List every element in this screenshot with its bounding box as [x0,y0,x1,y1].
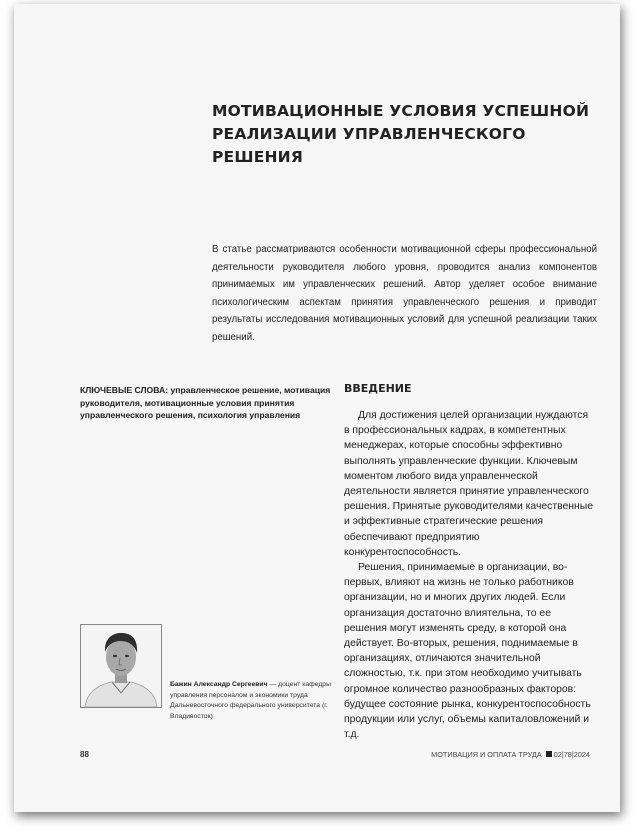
author-info [170,680,338,722]
journal-name: МОТИВАЦИЯ И ОПЛАТА ТРУДА [431,750,542,759]
issue-number: 02|78|2024 [553,750,590,759]
body-paragraph: Для достижения целей организации нуждаются в профессиональных кадрах, в компетентных менеджерах, которые способны эффективно выполнять управленческие функции. Ключевым моментом любого вида управленческой деятельности является принятие управленческого решения. Принятые руководителями качественные и эффективные стратегические решения обеспечивают предприятию конкурентоспособность. [344,410,594,558]
body-paragraph: Решения, принимаемые в организации, во-первых, влияют на жизнь не только работников организации, но и многих других людей. Если организация достаточно влиятельна, то ее решения могут изменять среду, в которой она действует. Во-вторых, решения, поднимаемые в организациях, отличаются значительной сложностью, т.к. при этом необходимо учитывать огромное количество разнообразных факторов: будущее состояние рынка, конкурентоспособность продукции или услуг, объемы капиталовложений и т.д. [344,562,591,741]
author-description: — доцент кафедры управления персоналом и экономики труда Дальневосточного федерального университета (г. Владивосток) [170,681,331,720]
article-abstract: В статье рассматриваются особенности мотивационной сферы профессиональной деятельности руководителя любого уровня, проводится анализ компонентов принимаемых им управленческих решений. Автор уделяет особое внимание психологическим аспектам принятия управленческого решения и приводит результаты исследования мотивационных условий для успешной реализации таких решений. [212,244,597,343]
separator-square-icon [546,751,552,757]
author-photo [80,624,162,708]
author-portrait-image [81,625,161,707]
section-heading-introduction: ВВЕДЕНИЕ [344,382,412,395]
author-name: Бажин Александр Сергеевич [170,681,268,688]
keywords-block [80,384,338,422]
running-footer [431,750,590,759]
journal-page [14,4,620,812]
page-number: 88 [80,750,89,759]
introduction-body [344,408,596,742]
keywords-text: управленческое решение, мотивация руководителя, мотивационные условия принятия управленческого решения, психология управления [80,385,331,420]
keywords-label: КЛЮЧЕВЫЕ СЛОВА: [80,385,169,395]
article-title: МОТИВАЦИОННЫЕ УСЛОВИЯ УСПЕШНОЙ РЕАЛИЗАЦИИ УПРАВЛЕНЧЕСКОГО РЕШЕНИЯ [212,102,590,166]
